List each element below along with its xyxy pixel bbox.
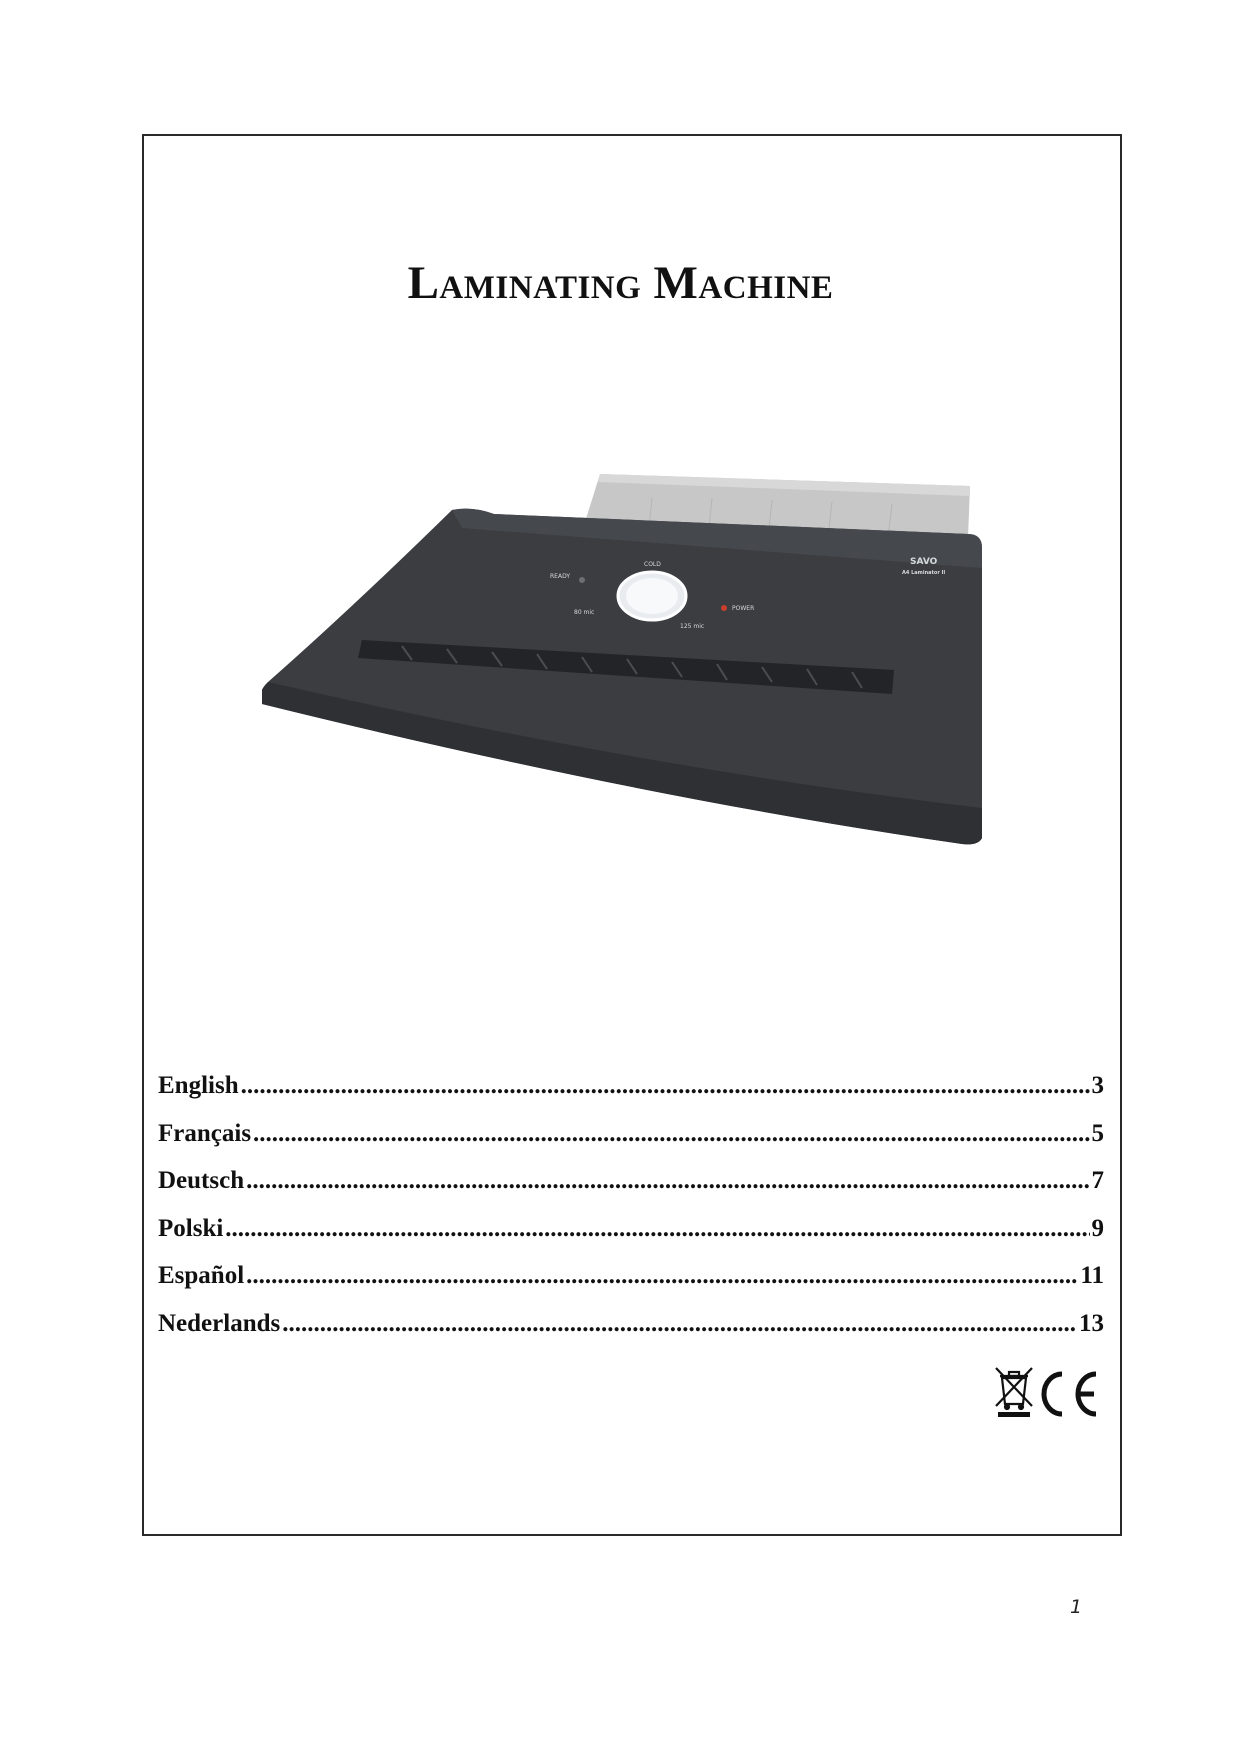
table-of-contents <box>158 1072 1104 1357</box>
page-number: 1 <box>1070 1596 1083 1618</box>
label-cold: COLD <box>644 561 661 568</box>
toc-label: Deutsch <box>158 1167 245 1194</box>
model-name: A4 Laminator II <box>902 570 946 576</box>
label-125mic: 125 mic <box>680 623 705 630</box>
toc-item-nederlands[interactable] <box>158 1310 1104 1358</box>
toc-label: Español <box>158 1262 245 1289</box>
toc-label: English <box>158 1072 239 1099</box>
toc-leader-dots <box>241 1072 1090 1100</box>
toc-page-number: 7 <box>1091 1167 1104 1194</box>
toc-page-number: 5 <box>1091 1119 1104 1147</box>
toc-page-number: 3 <box>1091 1072 1104 1099</box>
toc-leader-dots <box>246 1262 1078 1290</box>
toc-leader-dots <box>225 1215 1089 1243</box>
ready-indicator <box>579 577 585 583</box>
weee-crossed-bin-icon <box>996 1368 1032 1417</box>
toc-item-francais[interactable] <box>158 1120 1104 1168</box>
toc-leader-dots <box>282 1310 1077 1338</box>
power-indicator <box>721 605 727 611</box>
toc-label: Polski <box>158 1214 224 1242</box>
laminator-photo <box>262 468 1122 888</box>
label-power: POWER <box>732 605 755 612</box>
toc-label: Nederlands <box>158 1309 281 1337</box>
brand-logo: SAVO <box>910 557 938 567</box>
ce-mark-icon <box>1044 1374 1096 1414</box>
document-title: Laminating Machine <box>407 257 834 309</box>
toc-page-number: 13 <box>1079 1309 1104 1337</box>
toc-page-number: 9 <box>1091 1214 1104 1242</box>
toc-item-deutsch[interactable] <box>158 1167 1104 1215</box>
toc-item-english[interactable] <box>158 1072 1104 1120</box>
toc-item-espanol[interactable] <box>158 1262 1104 1310</box>
toc-label: Français <box>158 1119 252 1147</box>
compliance-marks <box>994 1364 1102 1420</box>
toc-page-number: 11 <box>1080 1262 1104 1289</box>
toc-leader-dots <box>253 1120 1089 1148</box>
toc-leader-dots <box>246 1167 1089 1195</box>
label-ready: READY <box>550 573 571 580</box>
label-80mic: 80 mic <box>574 609 595 616</box>
toc-item-polski[interactable] <box>158 1215 1104 1263</box>
